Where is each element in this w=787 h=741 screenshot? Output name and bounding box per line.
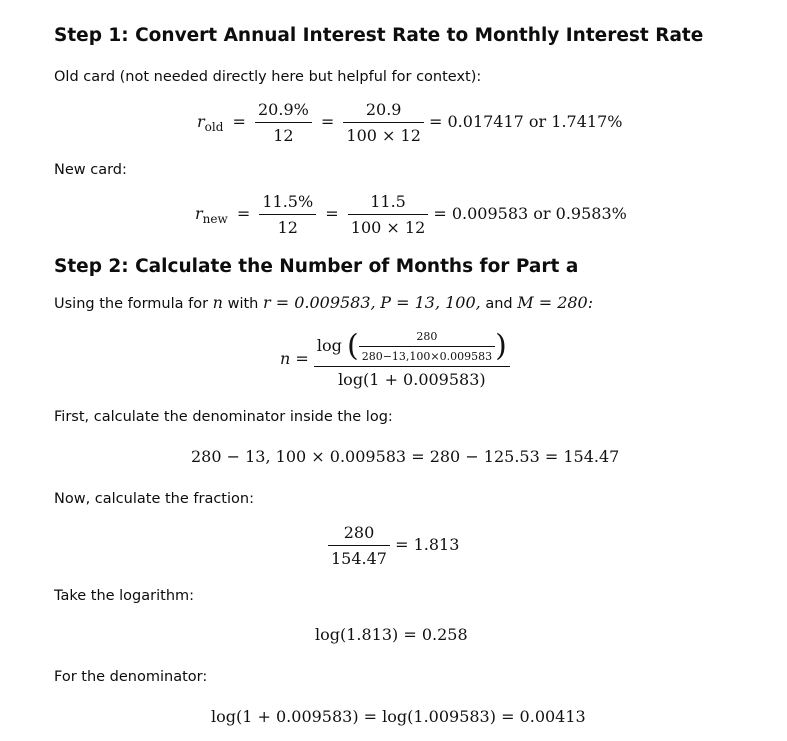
- denominator-equation: 280 − 13, 100 × 0.009583 = 280 − 125.53 = 154.47: [191, 447, 620, 466]
- denominator-label: First, calculate the denominator inside the log:: [54, 409, 393, 425]
- old-rate-result: = 0.017417 or 1.7417%: [429, 112, 623, 131]
- log-label: Take the logarithm:: [54, 588, 195, 604]
- formula-intro: Using the formula for n with r = 0.009583, P = 13, 100, and M = 280:: [54, 293, 594, 312]
- den-equation: log(1 + 0.009583) = log(1.009583) = 0.00413: [211, 707, 586, 726]
- new-card-label: New card:: [54, 162, 127, 178]
- new-rate-equation: $r_{new}$ = $\frac{11.5\%}{12}$ = $\frac{11.5}{100 \times 12}$ = 0.009583 or 0.9583%: [195, 192, 627, 237]
- fraction-label: Now, calculate the fraction:: [54, 491, 254, 507]
- step2-heading: Step 2: Calculate the Number of Months for Part a: [54, 256, 579, 277]
- log-equation: log(1.813) = 0.258: [315, 625, 468, 644]
- den-label: For the denominator:: [54, 669, 208, 685]
- new-rate-result: = 0.009583 or 0.9583%: [433, 204, 627, 223]
- formula-lhs: n =: [280, 349, 309, 368]
- formula-fraction: log ( $\frac{280}{280-13,100\times 0.009583}$ ) log(1 + 0.009583): [314, 330, 510, 389]
- step1-heading: Step 1: Convert Annual Interest Rate to Monthly Interest Rate: [54, 25, 704, 46]
- old-rate-equation: $r_{old}$ = $\frac{20.9\%}{12}$ = $\frac{20.9}{100 \times 12}$ = 0.017417 or 1.7417%: [197, 100, 623, 145]
- formula-inner-fraction: $\frac{280}{280-13,100\times 0.009583}$: [359, 330, 495, 363]
- months-formula: [280, 330, 510, 389]
- new-rate-fraction-2: $\frac{11.5}{100 \times 12}$: [348, 192, 428, 237]
- fraction-value: $\frac{280}{154.47}$: [328, 523, 390, 568]
- old-rate-fraction-1: $\frac{20.9\%}{12}$: [255, 100, 312, 145]
- fraction-equation: [328, 523, 459, 568]
- new-rate-fraction-1: $\frac{11.5\%}{12}$: [259, 192, 316, 237]
- old-rate-fraction-2: $\frac{20.9}{100 \times 12}$: [343, 100, 423, 145]
- fraction-result: = 1.813: [395, 535, 460, 554]
- new-rate-var: $r_{new}$: [195, 204, 228, 226]
- old-card-label: Old card (not needed directly here but helpful for context):: [54, 69, 482, 85]
- old-rate-var: $r_{old}$: [197, 112, 224, 134]
